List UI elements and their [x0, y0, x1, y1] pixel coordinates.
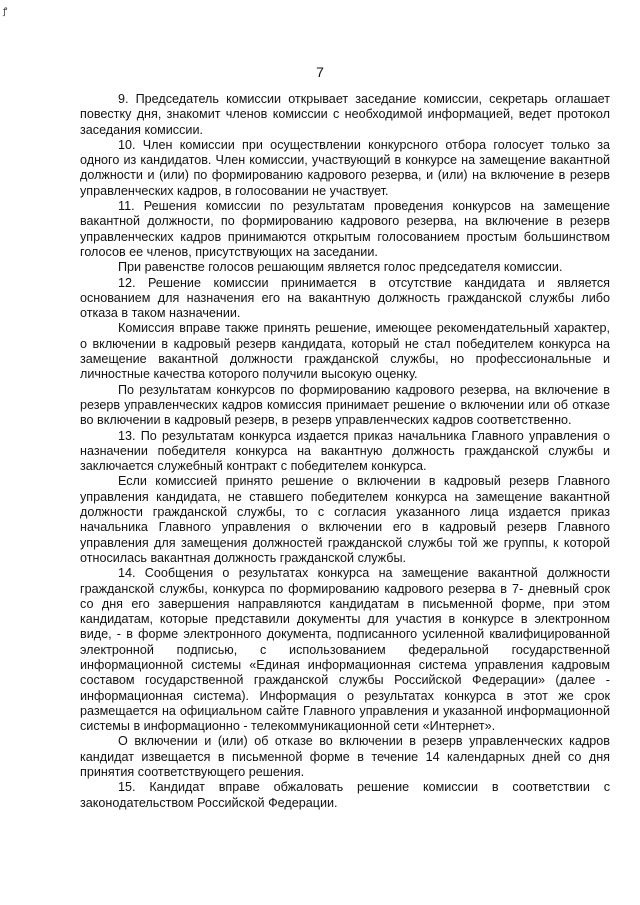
paragraph-12: 12. Решение комиссии принимается в отсутствие кандидата и является основанием для назначения его на вакантную должность гражданской службы либо отказа в таком назначении. — [80, 275, 610, 321]
paragraph-15: 15. Кандидат вправе обжаловать решение комиссии в соответствии с законодательством Российской Федерации. — [80, 780, 610, 810]
paragraph-9: 9. Председатель комиссии открывает заседание комиссии, секретарь оглашает повестку дня, знакомит членов комиссии с необходимой информацией, ведет протокол заседания комиссии. — [80, 92, 610, 137]
document-body — [80, 92, 610, 811]
scan-edge-mark: ꝭ — [3, 7, 8, 17]
paragraph-11-tie-vote: При равенстве голосов решающим является голос председателя комиссии. — [118, 260, 563, 275]
paragraph-11: 11. Решения комиссии по результатам проведения конкурсов на замещение вакантной должности, по формированию кадрового резерва, на включение в резерв управленческих кадров принимаются открытым голосованием простым большинством голосов ее членов, присутствующих на заседании. — [80, 199, 610, 259]
paragraph-10: 10. Член комиссии при осуществлении конкурсного отбора голосует только за одного из кандидатов. Член комиссии, участвующий в конкурсе на замещение вакантной должности и (или) по формированию кадрового резерва, и (или) на включение в резерв управленческих кадров, в голосовании не участвует. — [80, 137, 610, 198]
paragraph-12-reserve: По результатам конкурсов по формированию кадрового резерва, на включение в резерв управленческих кадров комиссия принимает решение о включении или об отказе во включении в кадровый резерв, в резерв управленческих кадров соответственно. — [80, 382, 610, 428]
paragraph-13-reserve-order: Если комиссией принято решение о включении в кадровый резерв Главного управления кандидата, не ставшего победителем конкурса на замещение вакантной должности гражданской службы, то с согласия указанного лица издается приказ начальника Главного управления о включении его в кадровый резерв Главного управления для замещения должностей гражданской службы той же группы, к которой относилась вакантная должность гражданской службы. — [80, 474, 610, 565]
paragraph-12-recommendation: Комиссия вправе также принять решение, имеющее рекомендательный характер, о включении в кадровый резерв кандидата, который не стал победителем конкурса на замещение вакантной должности гражданской службы, но профессиональные и личностные качества которого получили высокую оценку. — [80, 321, 610, 382]
paragraph-13: 13. По результатам конкурса издается приказ начальника Главного управления о назначении победителя конкурса на вакантную должность гражданской службы и заключается служебный контракт с победителем конкурса. — [80, 428, 610, 474]
page-number: 7 — [316, 64, 324, 80]
paragraph-14-notification: О включении и (или) об отказе во включении в резерв управленческих кадров кандидат извещается в письменной форме в течение 14 календарных дней со дня принятия соответствующего решения. — [80, 734, 610, 780]
paragraph-14: 14. Сообщения о результатах конкурса на замещение вакантной должности гражданской службы, конкурса по формированию кадрового резерва в 7- дневный срок со дня его завершения направляются кандидатам в письменной форме, при этом кандидатам, которые представили документы для участия в конкурсе в электронном виде, - в форме электронного документа, подписанного усиленной квалифицированной электронной подписью, с использованием федеральной государственной информационной системы «Единая информационная система управления кадровым составом государственной гражданской службы Российской Федерации» (далее - информационная система). Информация о результатах конкурса в этот же срок размещается на официальном сайте Главного управления и указанной информационной системы в информационно - телекоммуникационной сети «Интернет». — [80, 566, 610, 734]
